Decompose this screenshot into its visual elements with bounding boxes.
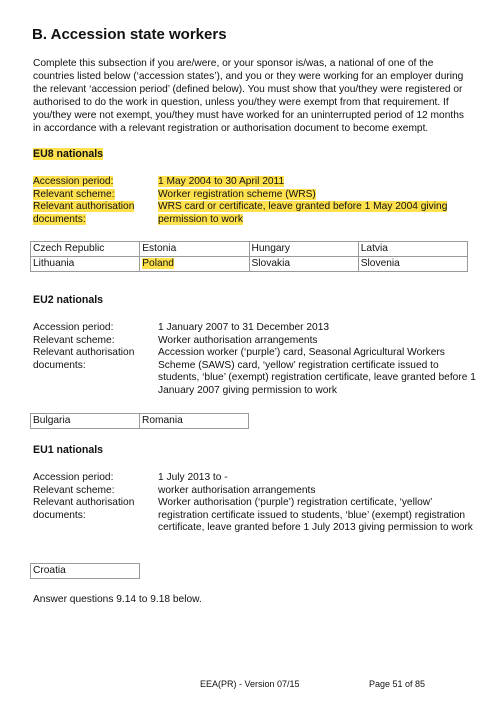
country-cell: Slovenia [358,257,467,272]
section-heading: B. Accession state workers [32,26,227,43]
eu8-auth-label-1: Relevant authorisation [33,201,135,212]
answer-instruction: Answer questions 9.14 to 9.18 below. [33,594,202,605]
table-row [31,564,140,579]
eu8-scheme-label: Relevant scheme: [33,188,115,200]
eu2-info [33,322,478,397]
eu8-country-table [30,241,468,272]
eu8-title-text: EU8 nationals [33,148,104,160]
table-row [31,242,468,257]
eu2-auth-value: Accession worker (‘purple’) card, Seasonal Agricultural Workers Scheme (SAWS) card, ‘yellow’ registration certificate issued to students, ‘blue’ (exempt) registration certificate, leave granted before 1 January 2007 giving permission to work [158,347,476,396]
country-poland: Poland [142,258,174,269]
eu1-info [33,472,478,535]
eu1-auth-label-1: Relevant authorisation [33,497,135,508]
eu1-scheme-label: Relevant scheme: [33,484,115,496]
table-row [31,414,249,429]
country-cell: Bulgaria [31,414,140,429]
eu1-auth-label-2: documents: [33,509,86,521]
eu2-period-label: Accession period: [33,322,114,333]
eu8-info [33,176,478,226]
eu1-period-label: Accession period: [33,472,114,483]
eu2-scheme-label: Relevant scheme: [33,334,115,346]
footer-page-number: Page 51 of 85 [369,679,426,689]
country-cell: Czech Republic [31,242,140,257]
eu1-country-table [30,563,140,579]
footer-version: EEA(PR) - Version 07/15 [200,679,300,689]
country-cell: Estonia [140,242,249,257]
eu1-title: EU1 nationals [33,444,104,456]
eu8-auth-value-2: permission to work [158,213,243,225]
eu2-auth-label-1: Relevant authorisation [33,347,135,358]
country-cell: Latvia [358,242,467,257]
eu2-auth-label-2: documents: [33,359,86,371]
country-cell: Croatia [31,564,140,579]
country-cell: Slovakia [249,257,358,272]
country-cell-highlighted [140,257,249,272]
eu8-period-value: 1 May 2004 to 30 April 2011 [158,176,285,187]
country-cell: Romania [140,414,249,429]
intro-paragraph: Complete this subsection if you are/were, or your sponsor is/was, a national of one of the countries listed below (‘accession states’), and you or they were working for an employer during the relevant ‘accession period’ (defined below). You must show that you/they were registered or authorised to do the work in question, unless you/they were exempt from that requirement. If you/they were not exempt, you/they must have worked for an uninterrupted period of 12 months in accordance with a relevant registration or authorisation document to become exempt. [33,58,464,134]
eu2-title: EU2 nationals [33,294,104,306]
country-cell: Hungary [249,242,358,257]
country-cell: Lithuania [31,257,140,272]
eu8-title [33,148,103,160]
eu8-scheme-value: Worker registration scheme (WRS) [158,188,316,200]
eu1-scheme-value: worker authorisation arrangements [158,484,316,496]
eu1-period-value: 1 July 2013 to - [158,472,228,483]
eu2-scheme-value: Worker authorisation arrangements [158,334,318,346]
eu2-period-value: 1 January 2007 to 31 December 2013 [158,322,330,333]
table-row [31,257,468,272]
eu8-auth-label-2: documents: [33,213,86,225]
eu2-country-table [30,413,249,429]
eu1-auth-value: Worker authorisation (‘purple’) registration certificate, ‘yellow’ registration certificate issued to students, ‘blue’ (exempt) registration certificate, leave granted before 1 July 2013 giving permission to work [158,497,473,533]
eu8-auth-value-1: WRS card or certificate, leave granted before 1 May 2004 giving [158,201,448,212]
eu8-period-label: Accession period: [33,176,114,187]
